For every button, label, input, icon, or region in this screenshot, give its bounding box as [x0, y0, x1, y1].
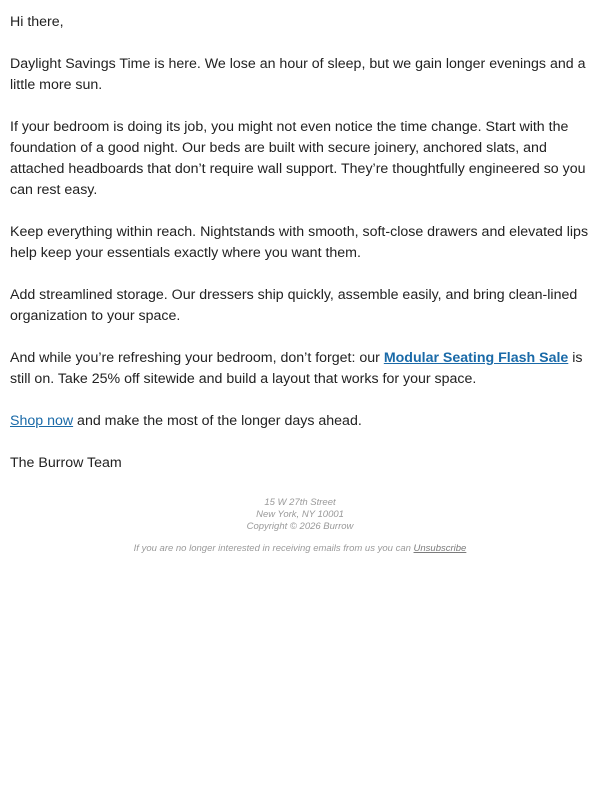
flash-sale-text-before: And while you’re refreshing your bedroom, don’t forget: our — [10, 350, 384, 366]
footer-address-street: 15 W 27th Street — [264, 497, 336, 508]
shop-now-link[interactable]: Shop now — [10, 413, 74, 429]
flash-sale-text-after: is still on. Take 25% off sitewide and build a layout that works for your space. — [10, 350, 583, 387]
unsubscribe-text: If you are no longer interested in receiving emails from us you can — [133, 543, 414, 554]
paragraph-dressers: Add streamlined storage. Our dressers ship quickly, assemble easily, and bring clean-lined organization to your space. — [10, 287, 578, 324]
paragraph-shop-now — [10, 411, 590, 432]
modular-seating-flash-sale-link[interactable]: Modular Seating Flash Sale — [383, 350, 569, 366]
footer-copyright: Copyright © 2026 Burrow — [246, 521, 354, 532]
footer-address-city: New York, NY 10001 — [256, 509, 344, 520]
paragraph-nightstands: Keep everything within reach. Nightstands with smooth, soft-close drawers and elevated lips help keep your essentials exactly where you want them. — [10, 224, 589, 261]
shop-now-text-after: and make the most of the longer days ahead. — [73, 413, 362, 429]
unsubscribe-line — [10, 543, 590, 555]
greeting: Hi there, — [10, 14, 64, 30]
paragraph-flash-sale — [10, 348, 590, 390]
email-footer — [10, 497, 590, 555]
signoff: The Burrow Team — [10, 455, 122, 471]
unsubscribe-link[interactable]: Unsubscribe — [413, 543, 467, 554]
paragraph-beds: If your bedroom is doing its job, you might not even notice the time change. Start with the foundation of a good night. Our beds are built with secure joinery, anchored slats, and attached headboards that don’t require wall support. They’re thoughtfully engineered so you can rest easy. — [10, 119, 586, 198]
paragraph-dst-intro: Daylight Savings Time is here. We lose an hour of sleep, but we gain longer evenings and a little more sun. — [10, 56, 586, 93]
